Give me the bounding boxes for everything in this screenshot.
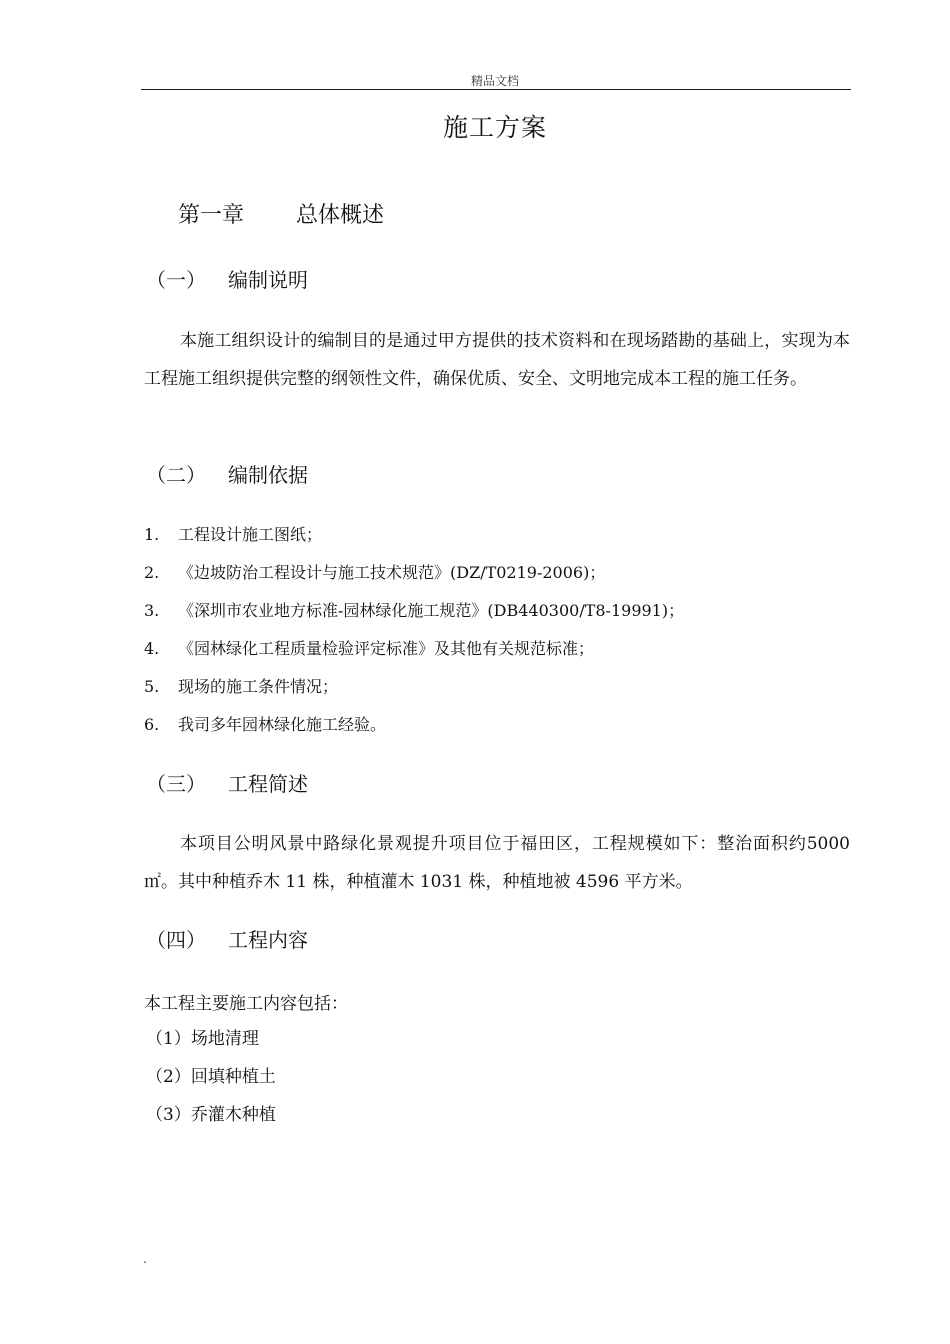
content-list bbox=[146, 1020, 276, 1134]
list-item-number: 1. bbox=[144, 525, 160, 544]
section-heading-4 bbox=[146, 924, 308, 953]
section-heading-2 bbox=[146, 459, 308, 488]
header-divider bbox=[141, 89, 851, 90]
section-name: 编制说明 bbox=[228, 268, 308, 292]
list-item-text: 《园林绿化工程质量检验评定标准》及其他有关规范标准； bbox=[178, 639, 595, 658]
section-4-intro: 本工程主要施工内容包括： bbox=[144, 994, 348, 1014]
page-header: 精品文档 bbox=[470, 74, 519, 88]
list-item bbox=[144, 554, 684, 592]
list-item-number: 2. bbox=[144, 563, 160, 582]
list-item: （2）回填种植土 bbox=[146, 1067, 276, 1087]
list-item-number: 6. bbox=[144, 715, 160, 734]
list-item-text: 《边坡防治工程设计与施工技术规范》(DZ/T0219-2006)； bbox=[178, 563, 606, 582]
list-item-text: 现场的施工条件情况； bbox=[178, 677, 339, 696]
list-item bbox=[144, 668, 684, 706]
section-3-paragraph: 本项目公明风景中路绿化景观提升项目位于福田区，工程规模如下：整治面积约5000 ㎡。其中种植乔木 11 株，种植灌木 1031 株，种植地被 4596 平方米。 bbox=[144, 834, 850, 892]
list-item: （3）乔灌木种植 bbox=[146, 1105, 276, 1125]
list-item-number: 4. bbox=[144, 639, 160, 658]
section-number: （四） bbox=[146, 928, 206, 952]
list-item-number: 3. bbox=[144, 601, 160, 620]
list-item bbox=[144, 592, 684, 630]
list-item: （1）场地清理 bbox=[146, 1029, 259, 1049]
list-item bbox=[144, 706, 684, 744]
section-heading-1 bbox=[146, 264, 308, 293]
section-number: （一） bbox=[146, 268, 206, 292]
list-item bbox=[144, 516, 684, 554]
chapter-name: 总体概述 bbox=[296, 203, 385, 228]
document-title: 施工方案 bbox=[442, 113, 547, 142]
chapter-heading bbox=[178, 198, 384, 229]
list-item bbox=[144, 630, 684, 668]
basis-list bbox=[144, 516, 684, 744]
list-item-text: 我司多年园林绿化施工经验。 bbox=[178, 715, 387, 734]
list-item-number: 5. bbox=[144, 677, 160, 696]
section-1-paragraph: 本施工组织设计的编制目的是通过甲方提供的技术资料和在现场踏勘的基础上，实现为本工程施工组织提供完整的纲领性文件，确保优质、安全、文明地完成本工程的施工任务。 bbox=[144, 331, 850, 389]
section-name: 编制依据 bbox=[228, 463, 308, 487]
section-number: （三） bbox=[146, 772, 206, 796]
list-item-text: 《深圳市农业地方标准-园林绿化施工规范》(DB440300/T8-19991)； bbox=[178, 601, 685, 620]
section-heading-3 bbox=[146, 768, 308, 797]
section-name: 工程内容 bbox=[228, 928, 308, 952]
list-item-text: 工程设计施工图纸； bbox=[178, 525, 323, 544]
section-name: 工程简述 bbox=[228, 772, 308, 796]
section-number: （二） bbox=[146, 463, 206, 487]
footer-mark: . bbox=[143, 1252, 147, 1266]
chapter-number: 第一章 bbox=[178, 203, 245, 228]
